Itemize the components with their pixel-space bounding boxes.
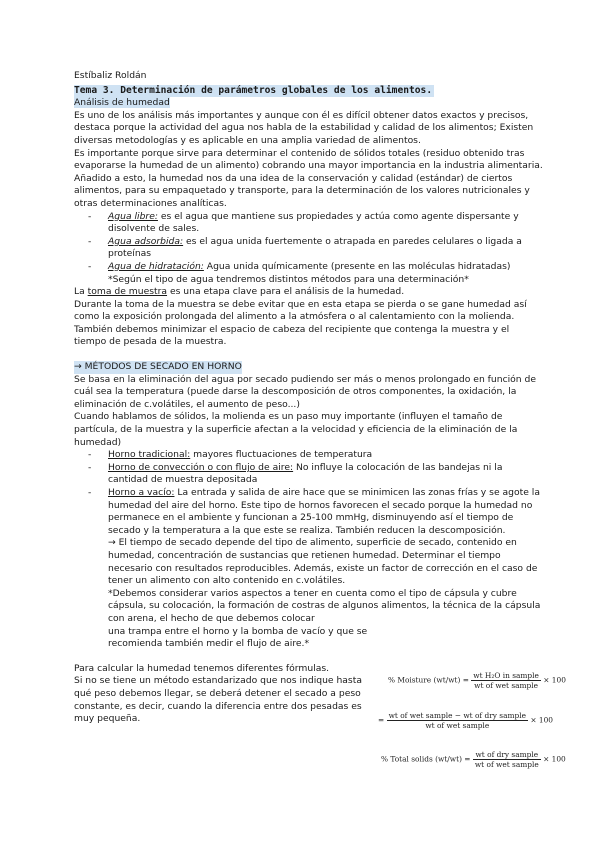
section-heading: → MÉTODOS DE SECADO EN HORNO <box>74 361 242 373</box>
moisture-formula-alt: = $\frac{\text{wt of wet sample − wt of dry sample}}{\text{wt of wet sample}}$ × 100 <box>378 711 553 730</box>
document-title: Tema 3. Determinación de parámetros globales de los alimentos. <box>74 84 433 96</box>
author: Estíbaliz Roldán <box>74 70 147 81</box>
document-page <box>74 70 544 726</box>
formulas-paragraph-2d: muy pequeña. <box>74 713 141 725</box>
formulas-paragraph-1: Para calcular la humedad tenemos diferentes fórmulas. <box>74 662 330 674</box>
oven-paragraph-1: Se basa en la eliminación del agua por secado pudiendo ser más o menos prolongado en función de cuál sea la temperatura (puede darse la descomposición de otros componentes, la oxidación, la eliminación de c.volátiles, el aumento de peso...) <box>74 373 537 410</box>
oven-note-2c: recomienda también medir el flujo de aire.* <box>108 638 310 650</box>
intro-paragraph-1: Es uno de los análisis más importantes y aunque con él es difícil obtener datos exactos y precisos, destaca porque la actividad del agua nos habla de la estabilidad y calidad de los alimentos; Existen diversas metodologías y es aplicable en una amplia variedad de alimentos. <box>74 109 534 146</box>
list-item: - Agua adsorbida: es el agua unida fuertemente o atrapada en paredes celulares o ligada a proteínas <box>74 236 544 261</box>
subtitle: Análisis de humedad <box>74 97 170 109</box>
formulas-paragraph-2a: Si no se tiene un método estandarizado que nos indique hasta <box>74 675 362 687</box>
total-solids-formula: % Total solids (wt/wt) = $\frac{\text{wt of dry sample}}{\text{wt of wet sample}}$ × 100 <box>381 750 566 769</box>
water-types-list <box>74 211 544 274</box>
oven-note-2: *Debemos considerar varios aspectos a tener en cuenta como el tipo de cápsula y cubre cápsula, su colocación, la formación de costras de algunos alimentos, la técnica de la cápsula con arena, el hecho de que debemos colocar <box>108 587 541 624</box>
formulas-paragraph-2c: constante, es decir, cuando la diferencia entre dos pesadas es <box>74 700 362 712</box>
list-item: - Agua libre: es el agua que mantiene sus propiedades y actúa como agente dispersante y disolvente de sales. <box>74 211 544 236</box>
list-item: - Agua de hidratación: Agua unida químicamente (presente en las moléculas hidratadas) <box>74 261 544 274</box>
oven-note-2b: una trampa entre el horno y la bomba de vacío y que se <box>108 625 368 637</box>
list-item: - Horno a vacío: La entrada y salida de aire hace que se minimicen las zonas frías y se agote la humedad del aire del horno. Este tipo de hornos favorecen el secado porque la humedad no permanece en el ambiente y funcionan a 25-100 mmHg, disminuyendo así el tiempo de secado y la temperatura a la que este se realiza. También reducen la descomposición. <box>74 487 544 537</box>
formulas-paragraph-2b: qué peso debemos llegar, se deberá detener el secado a peso <box>74 687 361 699</box>
list-item: - Horno de convección o con flujo de aire: No influye la colocación de las bandejas ni la cantidad de muestra depositada <box>74 462 544 487</box>
oven-paragraph-2: Cuando hablamos de sólidos, la molienda es un paso muy importante (influyen el tamaño de partícula, de la muestra y la superficie afectan a la velocidad y eficiencia de la eliminación de la humedad) <box>74 411 518 448</box>
list-item: - Horno tradicional: mayores fluctuaciones de temperatura <box>74 449 544 462</box>
sampling-paragraph-1: La toma de muestra es una etapa clave para el análisis de la humedad. <box>74 286 405 298</box>
water-note: *Según el tipo de agua tendremos distintos métodos para una determinación* <box>108 273 469 285</box>
intro-paragraph-2: Es importante porque sirve para determinar el contenido de sólidos totales (residuo obtenido tras evaporarse la humedad de un alimento) cobrando una mayor importancia en la industria alimentaria. Añadido a esto, la humedad nos da una idea de la conservación y calidad (estándar) de ciertos alimentos, para su empaquetado y transporte, para la determinación de los valores nutricionales y otras determinaciones analíticas. <box>74 147 543 209</box>
moisture-formula: % Moisture (wt/wt) = $\frac{\text{wt H₂O in sample}}{\text{wt of wet sample}}$ × 100 <box>388 671 566 690</box>
oven-note-1: → El tiempo de secado depende del tipo de alimento, superficie de secado, contenido en humedad, concentración de sustancias que retienen humedad. Determinar el tiempo necesario con resultados reproducibles. Además, existe un factor de corrección en el caso de tener un alimento con alto contenido en c.volátiles. <box>108 537 538 587</box>
oven-types-list <box>74 449 544 537</box>
sampling-paragraph-2: Durante la toma de la muestra se debe evitar que en esta etapa se pierda o se gane humedad así como la exposición prolongada del alimento a la atmósfera o al calentamiento con la molienda. También debemos minimizar el espacio de cabeza del recipiente que contenga la muestra y el tiempo de pesada de la muestra. <box>74 298 527 348</box>
